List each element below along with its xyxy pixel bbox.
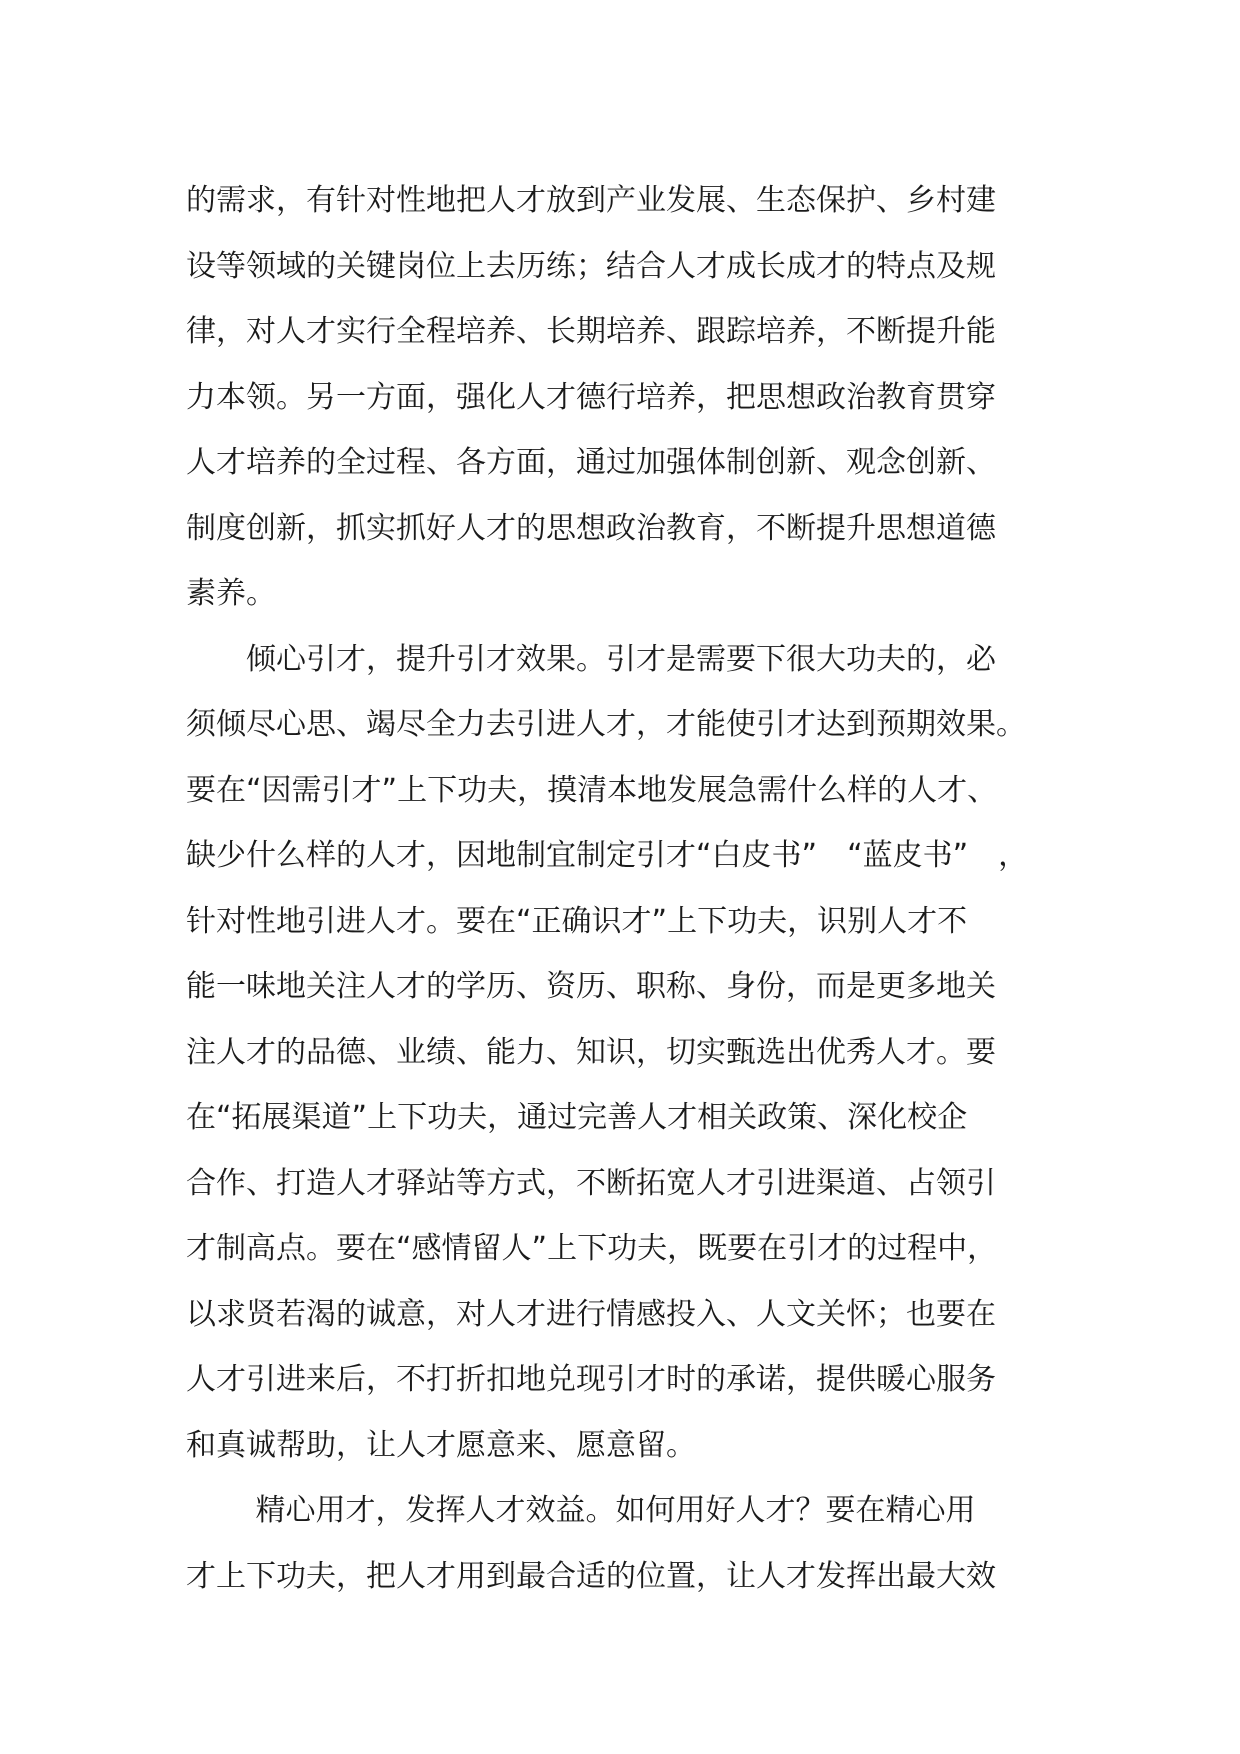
text-line: 以求贤若渴的诚意，对人才进行情感投入、人文关怀；也要在: [186, 1296, 996, 1332]
text-line: 合作、打造人才驿站等方式，不断拓宽人才引进渠道、占领引: [186, 1165, 996, 1201]
text-line: 制度创新，抓实抓好人才的思想政治教育，不断提升思想道德: [186, 510, 996, 546]
text-line: 倾心引才，提升引才效果。引才是需要下很大功夫的，必: [186, 641, 996, 677]
text-line: 要在“因需引才”上下功夫，摸清本地发展急需什么样的人才、: [186, 772, 998, 808]
text-line: 在“拓展渠道”上下功夫，通过完善人才相关政策、深化校企: [186, 1100, 968, 1135]
text-line: 和真诚帮助，让人才愿意来、愿意留。: [186, 1427, 696, 1463]
text-line: 能一味地关注人才的学历、资历、职称、身份，而是更多地关: [186, 969, 996, 1004]
text-line: 人才引进来后，不打折扣地兑现引才时的承诺，提供暖心服务: [186, 1362, 996, 1397]
text-line: 才制高点。要在“感情留人”上下功夫，既要在引才的过程中，: [186, 1231, 998, 1266]
text-line: 精心用才，发挥人才效益。如何用好人才？要在精心用: [186, 1493, 976, 1528]
text-line: 人才培养的全过程、各方面，通过加强体制创新、观念创新、: [186, 445, 996, 480]
text-line: 的需求，有针对性地把人才放到产业发展、生态保护、乡村建: [186, 183, 996, 218]
text-line: 力本领。另一方面，强化人才德行培养，把思想政治教育贯穿: [186, 379, 996, 415]
text-line: 注人才的品德、业绩、能力、知识，切实甄选出优秀人才。要: [186, 1034, 996, 1070]
body-text: [186, 168, 1086, 1609]
text-line: 设等领域的关键岗位上去历练；结合人才成长成才的特点及规: [186, 248, 996, 284]
text-line: 缺少什么样的人才，因地制宜制定引才“白皮书” “蓝皮书” ，: [186, 838, 1029, 873]
text-line: 律，对人才实行全程培养、长期培养、跟踪培养，不断提升能: [186, 314, 996, 349]
text-line: 素养。: [186, 576, 276, 611]
text-line: 须倾尽心思、竭尽全力去引进人才，才能使引才达到预期效果。: [186, 707, 1026, 742]
text-line: 针对性地引进人才。要在“正确识才”上下功夫，识别人才不: [186, 903, 968, 939]
text-line: 才上下功夫，把人才用到最合适的位置，让人才发挥出最大效: [186, 1558, 996, 1594]
